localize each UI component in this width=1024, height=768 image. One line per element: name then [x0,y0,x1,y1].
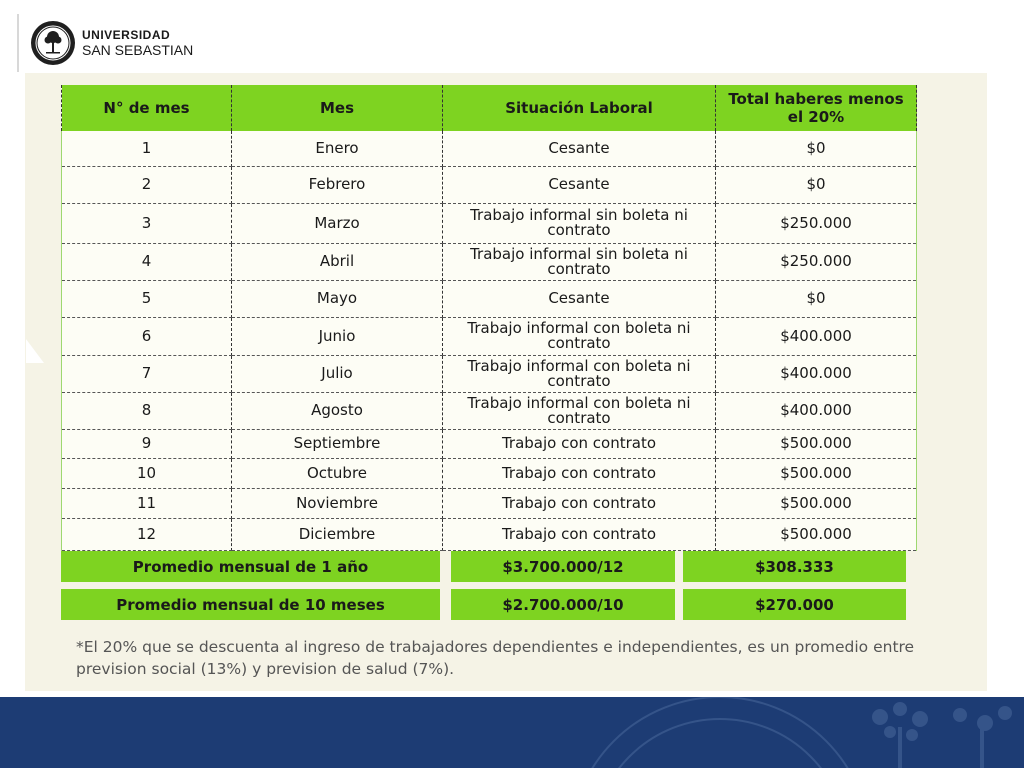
cell-mes: Julio [232,355,443,392]
header-situacion-laboral: Situación Laboral [443,85,716,131]
cell-mes: Junio [232,317,443,355]
cell-situacion-laboral: Trabajo con contrato [443,458,716,488]
cell-numero-mes: 7 [62,355,232,392]
footer-watermark-icon [0,697,1024,768]
summary-label-10-months: Promedio mensual de 10 meses [61,589,440,620]
cell-numero-mes: 4 [62,243,232,280]
cell-total-haberes: $0 [716,280,917,317]
cell-situacion-laboral: Trabajo informal con boleta ni contrato [443,355,716,392]
footer-band [0,697,1024,768]
cell-situacion-laboral: Trabajo con contrato [443,429,716,458]
summary-formula-10-months: $2.700.000/10 [451,589,675,620]
cell-mes: Noviembre [232,488,443,518]
table-row [62,280,917,317]
cell-numero-mes: 9 [62,429,232,458]
cell-mes: Agosto [232,392,443,429]
cell-total-haberes: $0 [716,166,917,203]
table-row [62,392,917,429]
cell-mes: Diciembre [232,518,443,550]
cell-numero-mes: 5 [62,280,232,317]
cell-numero-mes: 1 [62,131,232,166]
table-row [62,203,917,243]
summary-label-1-year: Promedio mensual de 1 año [61,551,440,582]
cell-total-haberes: $400.000 [716,392,917,429]
logo-line-1: UNIVERSIDAD [82,28,171,42]
summary-result-1-year: $308.333 [683,551,906,582]
table-row [62,458,917,488]
cell-numero-mes: 6 [62,317,232,355]
cell-total-haberes: $0 [716,131,917,166]
university-logo [30,20,193,66]
cell-mes: Marzo [232,203,443,243]
decorative-notch [26,339,44,363]
cell-situacion-laboral: Trabajo informal con boleta ni contrato [443,392,716,429]
header-numero-mes: N° de mes [62,85,232,131]
summary-formula-1-year: $3.700.000/12 [451,551,675,582]
table-row [62,488,917,518]
table-row [62,166,917,203]
cell-numero-mes: 2 [62,166,232,203]
cell-mes: Febrero [232,166,443,203]
cell-total-haberes: $250.000 [716,203,917,243]
table-row [62,355,917,392]
header-mes: Mes [232,85,443,131]
cell-mes: Abril [232,243,443,280]
cell-situacion-laboral: Cesante [443,166,716,203]
table-row [62,518,917,550]
cell-numero-mes: 10 [62,458,232,488]
salary-table [61,85,917,551]
cell-total-haberes: $500.000 [716,488,917,518]
table-row [62,131,917,166]
footnote: *El 20% que se descuenta al ingreso de trabajadores dependientes e independientes, es un promedio entre prevision social (13%) y prevision de salud (7%). [76,638,915,678]
cell-situacion-laboral: Cesante [443,280,716,317]
summary-result-10-months: $270.000 [683,589,906,620]
cell-situacion-laboral: Trabajo con contrato [443,518,716,550]
cell-total-haberes: $500.000 [716,429,917,458]
header-total-haberes: Total haberes menos el 20% [716,85,917,131]
cell-total-haberes: $400.000 [716,317,917,355]
cell-mes: Septiembre [232,429,443,458]
table-row [62,317,917,355]
cell-numero-mes: 8 [62,392,232,429]
cell-mes: Mayo [232,280,443,317]
cell-mes: Octubre [232,458,443,488]
cell-total-haberes: $500.000 [716,518,917,550]
cell-situacion-laboral: Trabajo informal con boleta ni contrato [443,317,716,355]
university-seal-icon [30,20,76,66]
table-header-row [62,85,917,131]
cell-situacion-laboral: Trabajo informal sin boleta ni contrato [443,243,716,280]
table-row [62,243,917,280]
cell-situacion-laboral: Cesante [443,131,716,166]
logo-line-2: SAN SEBASTIAN [82,42,194,58]
cell-numero-mes: 12 [62,518,232,550]
cell-numero-mes: 11 [62,488,232,518]
cell-numero-mes: 3 [62,203,232,243]
cell-mes: Enero [232,131,443,166]
cell-total-haberes: $250.000 [716,243,917,280]
table-row [62,429,917,458]
cell-situacion-laboral: Trabajo informal sin boleta ni contrato [443,203,716,243]
cell-total-haberes: $400.000 [716,355,917,392]
cell-total-haberes: $500.000 [716,458,917,488]
header-divider [17,14,19,72]
cell-situacion-laboral: Trabajo con contrato [443,488,716,518]
